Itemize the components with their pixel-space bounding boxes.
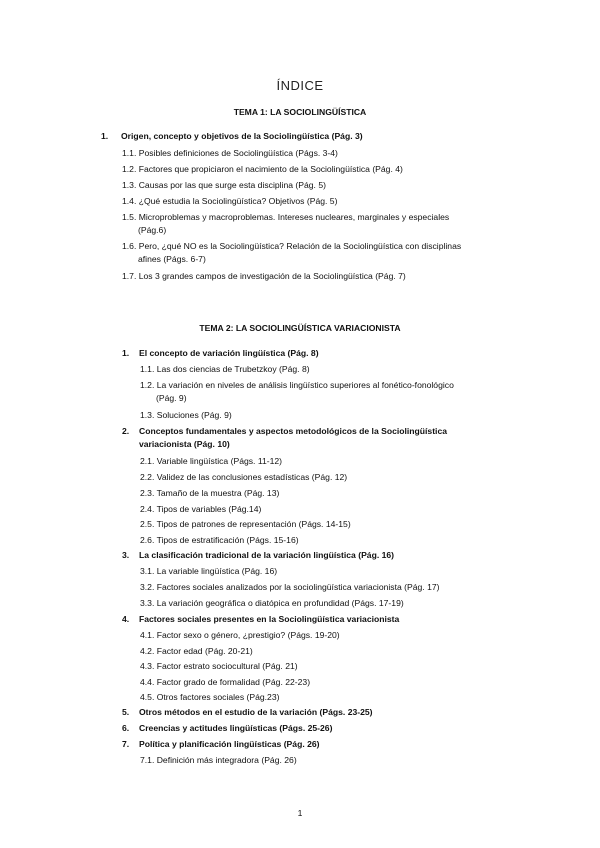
- toc-sub-item: 7.1. Definición más integradora (Pág. 26): [140, 755, 297, 765]
- toc-sub-item: 4.1. Factor sexo o género, ¿prestigio? (Págs. 19-20): [140, 630, 340, 640]
- toc-sub-item: 2.1. Variable lingüística (Págs. 11-12): [140, 456, 283, 466]
- toc-sub-item: 1.7. Los 3 grandes campos de investigación de la Sociolingüística (Pág. 7): [122, 271, 406, 281]
- tema-2-item-6: Creencias y actitudes lingüísticas (Págs. 25-26): [139, 723, 333, 733]
- toc-sub-item: 1.5. Microproblemas y macroproblemas. Intereses nucleares, marginales y especiales: [122, 212, 450, 222]
- tema-2-item-4: Factores sociales presentes en la Sociolingüística variacionista: [139, 614, 400, 624]
- tema-2-item-3: La clasificación tradicional de la variación lingüística (Pág. 16): [139, 550, 395, 560]
- tema-2-item-2: Conceptos fundamentales y aspectos metodológicos de la Sociolingüística: [139, 426, 448, 436]
- tema-2-item-number: 5.: [122, 707, 130, 717]
- toc-sub-item: 2.2. Validez de las conclusiones estadísticas (Pág. 12): [140, 472, 348, 482]
- toc-sub-item: 4.5. Otros factores sociales (Pág.23): [140, 692, 280, 702]
- tema-2-heading: TEMA 2: LA SOCIOLINGÜÍSTICA VARIACIONISTA: [199, 323, 401, 333]
- tema-2-item-number: 6.: [122, 723, 130, 733]
- tema-2-item-1: El concepto de variación lingüística (Pág. 8): [139, 348, 319, 358]
- toc-sub-item: 4.4. Factor grado de formalidad (Pág. 22-23): [140, 677, 311, 687]
- tema-2-item-2-continuation: variacionista (Pág. 10): [139, 439, 230, 449]
- toc-sub-item: 3.3. La variación geográfica o diatópica en profundidad (Págs. 17-19): [140, 598, 404, 608]
- toc-sub-item: 1.6. Pero, ¿qué NO es la Sociolingüística? Relación de la Sociolingüística con disciplinas: [122, 241, 462, 251]
- toc-sub-item: 2.5. Tipos de patrones de representación (Págs. 14-15): [140, 519, 351, 529]
- toc-sub-item: 1.3. Soluciones (Pág. 9): [140, 410, 232, 420]
- tema-2-item-number: 2.: [122, 426, 130, 436]
- toc-sub-item-continuation: (Pág.6): [138, 225, 167, 235]
- tema-2-item-number: 4.: [122, 614, 130, 624]
- toc-sub-item: 1.3. Causas por las que surge esta disciplina (Pág. 5): [122, 180, 326, 190]
- tema-2-item-number: 7.: [122, 739, 130, 749]
- toc-sub-item: 1.2. La variación en niveles de análisis lingüístico superiores al fonético-fonológico: [140, 380, 454, 390]
- tema-2-item-number: 3.: [122, 550, 130, 560]
- toc-sub-item: 1.1. Posibles definiciones de Sociolingüística (Págs. 3-4): [122, 148, 338, 158]
- toc-sub-item: 1.4. ¿Qué estudia la Sociolingüística? Objetivos (Pág. 5): [122, 196, 338, 206]
- index-title: ÍNDICE: [276, 78, 324, 93]
- toc-sub-item: 4.2. Factor edad (Pág. 20-21): [140, 646, 253, 656]
- toc-sub-item-continuation: afines (Págs. 6-7): [138, 254, 206, 264]
- toc-sub-item: 1.1. Las dos ciencias de Trubetzkoy (Pág. 8): [140, 364, 310, 374]
- toc-sub-item: 1.2. Factores que propiciaron el nacimiento de la Sociolingüística (Pág. 4): [122, 164, 403, 174]
- toc-sub-item: 3.2. Factores sociales analizados por la sociolingüística variacionista (Pág. 17): [140, 582, 440, 592]
- toc-sub-item: 2.4. Tipos de variables (Pág.14): [140, 504, 262, 514]
- tema-1-item-1: Origen, concepto y objetivos de la Sociolingüística (Pág. 3): [121, 131, 363, 141]
- toc-sub-item: 2.6. Tipos de estratificación (Págs. 15-16): [140, 535, 299, 545]
- toc-sub-item-continuation: (Pág. 9): [156, 393, 187, 403]
- tema-2-item-7: Política y planificación lingüísticas (Pág. 26): [139, 739, 320, 749]
- page-number: 1: [297, 808, 303, 818]
- tema-1-heading: TEMA 1: LA SOCIOLINGÜÍSTICA: [233, 107, 367, 117]
- toc-sub-item: 2.3. Tamaño de la muestra (Pág. 13): [140, 488, 280, 498]
- toc-sub-item: 4.3. Factor estrato sociocultural (Pág. 21): [140, 661, 298, 671]
- tema-2-item-5: Otros métodos en el estudio de la variación (Págs. 23-25): [139, 707, 373, 717]
- tema-2-item-number: 1.: [122, 348, 130, 358]
- tema-1-item-number: 1.: [101, 131, 109, 141]
- toc-sub-item: 3.1. La variable lingüística (Pág. 16): [140, 566, 278, 576]
